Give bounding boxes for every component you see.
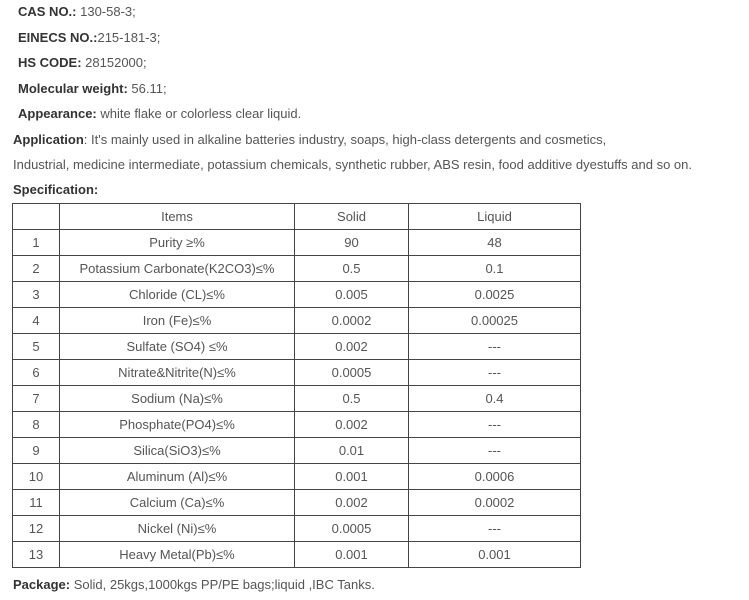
item-cell: Nitrate&Nitrite(N)≤% [60,360,295,386]
hs-code-value: 28152000; [81,55,147,70]
row-number-cell: 9 [13,438,60,464]
item-cell: Chloride (CL)≤% [60,282,295,308]
row-number-cell: 6 [13,360,60,386]
row-number-cell: 8 [13,412,60,438]
row-number-cell: 3 [13,282,60,308]
solid-cell: 0.002 [295,490,409,516]
item-cell: Purity ≥% [60,230,295,256]
solid-cell: 0.005 [295,282,409,308]
liquid-cell: --- [409,334,581,360]
solid-cell: 0.0005 [295,360,409,386]
solid-cell: 0.001 [295,542,409,568]
item-cell: Sodium (Na)≤% [60,386,295,412]
item-cell: Calcium (Ca)≤% [60,490,295,516]
table-row [13,490,581,516]
liquid-cell: 0.0002 [409,490,581,516]
liquid-cell: 48 [409,230,581,256]
table-row [13,412,581,438]
item-cell: Phosphate(PO4)≤% [60,412,295,438]
row-number-cell: 7 [13,386,60,412]
liquid-cell: 0.001 [409,542,581,568]
solid-cell: 0.01 [295,438,409,464]
solid-cell: 0.002 [295,334,409,360]
item-cell: Sulfate (SO4) ≤% [60,334,295,360]
item-cell: Potassium Carbonate(K2CO3)≤% [60,256,295,282]
solid-cell: 0.5 [295,256,409,282]
einecs-number-line [18,30,160,46]
header-row-number-cell [13,204,60,230]
table-row [13,438,581,464]
einecs-number-value: 215-181-3; [97,30,161,45]
molecular-weight-label: Molecular weight: [18,81,128,96]
solid-cell: 0.5 [295,386,409,412]
solid-cell: 0.0005 [295,516,409,542]
item-cell: Nickel (Ni)≤% [60,516,295,542]
cas-number-line [18,4,136,20]
item-cell: Iron (Fe)≤% [60,308,295,334]
liquid-cell: 0.4 [409,386,581,412]
package-label: Package: [13,577,71,592]
header-liquid-cell: Liquid [409,204,581,230]
molecular-weight-line [18,81,167,97]
package-value: Solid, 25kgs,1000kgs PP/PE bags;liquid ,IBC Tanks. [70,577,375,592]
item-cell: Aluminum (Al)≤% [60,464,295,490]
table-row [13,464,581,490]
molecular-weight-value: 56.11; [127,81,167,96]
table-row [13,334,581,360]
application-line [13,132,606,148]
application-label: Application [13,132,84,147]
row-number-cell: 10 [13,464,60,490]
row-number-cell: 1 [13,230,60,256]
application-value: : It's mainly used in alkaline batteries industry, soaps, high-class detergents and cosmetics, [83,132,607,147]
liquid-cell: 0.0025 [409,282,581,308]
item-cell: Heavy Metal(Pb)≤% [60,542,295,568]
solid-cell: 90 [295,230,409,256]
liquid-cell: 0.0006 [409,464,581,490]
package-line [13,577,375,593]
solid-cell: 0.0002 [295,308,409,334]
row-number-cell: 11 [13,490,60,516]
table-row [13,308,581,334]
specification-heading [13,182,98,198]
specification-label: Specification: [13,182,99,197]
cas-number-label: CAS NO.: [18,4,77,19]
table-row [13,516,581,542]
table-row [13,360,581,386]
row-number-cell: 4 [13,308,60,334]
header-item-cell: Items [60,204,295,230]
hs-code-line [18,55,147,71]
table-row [13,386,581,412]
liquid-cell: --- [409,516,581,542]
appearance-label: Appearance: [18,106,97,121]
appearance-value: white flake or colorless clear liquid. [96,106,302,121]
row-number-cell: 2 [13,256,60,282]
solid-cell: 0.001 [295,464,409,490]
liquid-cell: 0.1 [409,256,581,282]
row-number-cell: 13 [13,542,60,568]
specification-table [12,203,581,568]
table-header-row [13,204,581,230]
liquid-cell: --- [409,360,581,386]
appearance-line [18,106,301,122]
cas-number-value: 130-58-3; [76,4,136,19]
row-number-cell: 12 [13,516,60,542]
row-number-cell: 5 [13,334,60,360]
table-row [13,542,581,568]
liquid-cell: --- [409,412,581,438]
specification-table-body [13,204,581,568]
application-line-continued: Industrial, medicine intermediate, potassium chemicals, synthetic rubber, ABS resin, food additive dyestuffs and so on. [13,157,693,172]
table-row [13,230,581,256]
item-cell: Silica(SiO3)≤% [60,438,295,464]
solid-cell: 0.002 [295,412,409,438]
table-row [13,282,581,308]
liquid-cell: 0.00025 [409,308,581,334]
table-row [13,256,581,282]
hs-code-label: HS CODE: [18,55,82,70]
einecs-number-label: EINECS NO.: [18,30,98,45]
liquid-cell: --- [409,438,581,464]
header-solid-cell: Solid [295,204,409,230]
